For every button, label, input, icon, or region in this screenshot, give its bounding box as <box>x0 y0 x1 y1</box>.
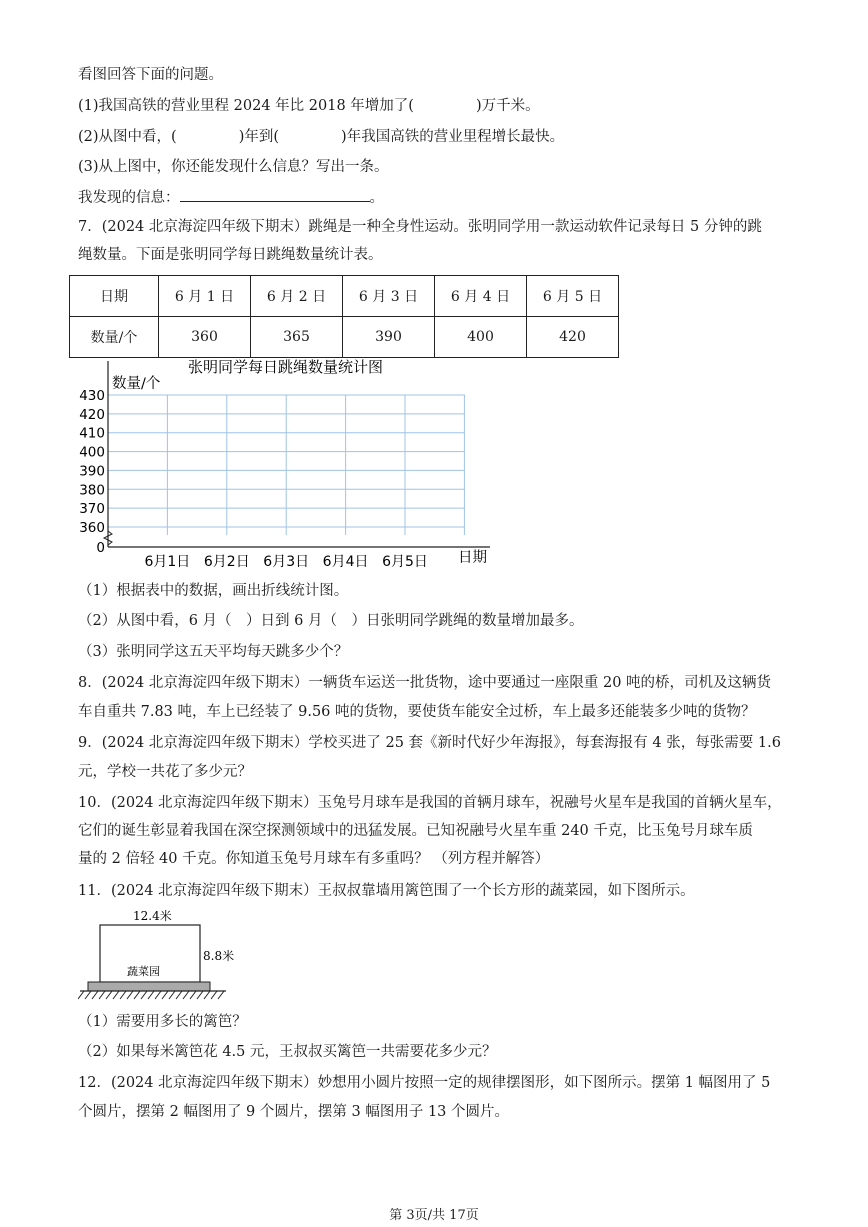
q6-found-info <box>78 187 384 208</box>
table-cell: 6 月 3 日 <box>343 276 435 317</box>
y-tick-label: 390 <box>79 463 105 480</box>
q6-part2 <box>78 127 564 147</box>
hatch-line <box>113 991 119 999</box>
q6-found-end: 。 <box>369 190 384 206</box>
y-tick-label: 0 <box>96 540 105 556</box>
chart-y-label: 数量/个 <box>112 376 161 392</box>
table-cell: 390 <box>343 317 435 358</box>
y-tick-label: 370 <box>79 501 105 518</box>
q11-sub2: （2）如果每米篱笆花 4.5 元，王叔叔买篱笆一共需要花多少元？ <box>78 1044 497 1060</box>
y-tick-label: 380 <box>79 482 105 499</box>
q9-line1: 9．(2024 北京海淀四年级下期末）学校买进了 25 套《新时代好少年海报》，每套海报有 4 张，每张需要 1.6 <box>78 735 781 751</box>
garden-diagram <box>78 905 278 1005</box>
table-cell: 360 <box>159 317 251 358</box>
q6-found-blank <box>180 187 370 202</box>
chart-x-label: 日期 <box>458 550 487 566</box>
table-cell: 6 月 2 日 <box>251 276 343 317</box>
table-row-count <box>70 317 619 358</box>
q6-part1-text-b: )万千米。 <box>475 98 540 114</box>
q9-line2: 元，学校一共花了多少元？ <box>78 764 252 780</box>
hatch-line <box>106 991 112 999</box>
y-tick-label: 430 <box>79 388 105 404</box>
x-tick-label: 6月3日 <box>263 554 310 570</box>
q7-line2: 绳数量。下面是张明同学每日跳绳数量统计表。 <box>78 247 383 263</box>
table-cell: 6 月 4 日 <box>435 276 527 317</box>
wall-bar <box>88 982 210 991</box>
hatch-line <box>211 991 217 999</box>
hatch-line <box>148 991 154 999</box>
hatch-line <box>99 991 105 999</box>
q6-part1 <box>78 96 540 116</box>
hatch-line <box>141 991 147 999</box>
y-tick-label: 400 <box>79 444 105 461</box>
q7-sub2: （2）从图中看，6 月（ ）日到 6 月（ ）日张明同学跳绳的数量增加最多。 <box>78 613 584 629</box>
q6-part2-text-c: )年我国高铁的营业里程增长最快。 <box>341 129 565 145</box>
q7-sub1: （1）根据表中的数据，画出折线统计图。 <box>78 583 349 599</box>
q11-sub1: （1）需要用多长的篱笆？ <box>78 1014 247 1030</box>
x-tick-label: 6月2日 <box>203 554 250 570</box>
hatch-line <box>120 991 126 999</box>
hatch-line <box>92 991 98 999</box>
garden-width-label: 8.8米 <box>203 949 235 963</box>
hatch-line <box>218 991 224 999</box>
table-cell: 400 <box>435 317 527 358</box>
table-cell: 365 <box>251 317 343 358</box>
q12-line2: 个圆片，摆第 2 幅图用了 9 个圆片，摆第 3 幅图用子 13 个圆片。 <box>78 1104 509 1120</box>
table-header-count: 数量/个 <box>70 317 159 358</box>
chart-title: 张明同学每日跳绳数量统计图 <box>188 358 384 376</box>
hatch-line <box>183 991 189 999</box>
table-cell: 420 <box>527 317 619 358</box>
hatch-line <box>204 991 210 999</box>
hatch-line <box>155 991 161 999</box>
vegetable-garden-figure <box>78 905 278 1005</box>
q10-line3: 量的 2 倍轻 40 千克。你知道玉兔号月球车有多重吗？ （列方程并解答） <box>78 851 550 867</box>
hatch-line <box>197 991 203 999</box>
q10-line1: 10．(2024 北京海淀四年级下期末）玉兔号月球车是我国的首辆月球车，祝融号火星车是我国的首辆火星车， <box>78 795 782 811</box>
y-tick-label: 420 <box>79 406 105 423</box>
table-cell: 6 月 1 日 <box>159 276 251 317</box>
x-tick-label: 6月5日 <box>382 554 428 570</box>
q12-line1: 12．(2024 北京海淀四年级下期末）妙想用小圆片按照一定的规律摆图形，如下图所示。摆第 1 幅图用了 5 <box>78 1075 771 1091</box>
y-tick-label: 410 <box>79 425 105 442</box>
q6-part1-text-a: (1)我国高铁的营业里程 2024 年比 2018 年增加了( <box>78 98 414 114</box>
q6-part2-text-b: )年到( <box>238 129 280 145</box>
q8-line1: 8．(2024 北京海淀四年级下期末）一辆货车运送一批货物，途中要通过一座限重 20 吨的桥，司机及这辆货 <box>78 675 772 691</box>
q6-part2-text-a: (2)从图中看，( <box>78 129 177 145</box>
hatch-line <box>127 991 133 999</box>
page-footer: 第 3页/共 17页 <box>389 1208 479 1223</box>
q10-line2: 它们的诞生彰显着我国在深空探测领域中的迅猛发展。已知祝融号火星车重 240 千克，比玉兔号月球车质 <box>78 823 753 839</box>
x-tick-label: 6月1日 <box>144 554 191 570</box>
q7-line1: 7．(2024 北京海淀四年级下期末）跳绳是一种全身性运动。张明同学用一款运动软件记录每日 5 分钟的跳 <box>78 219 762 235</box>
line-chart-svg <box>78 355 518 575</box>
garden-label: 蔬菜园 <box>127 965 160 978</box>
x-tick-label: 6月4日 <box>322 554 369 570</box>
hatch-line <box>190 991 196 999</box>
jump-rope-table <box>69 275 619 358</box>
q11-line1: 11．(2024 北京海淀四年级下期末）王叔叔靠墙用篱笆围了一个长方形的蔬菜园，如下图所示。 <box>78 883 695 899</box>
table-header-date: 日期 <box>70 276 159 317</box>
q6-found-label: 我发现的信息： <box>78 190 180 206</box>
q6-intro: 看图回答下面的问题。 <box>78 67 223 83</box>
table-cell: 6 月 5 日 <box>527 276 619 317</box>
line-chart <box>78 355 518 575</box>
hatch-line <box>176 991 182 999</box>
hatch-line <box>169 991 175 999</box>
q7-sub3: （3）张明同学这五天平均每天跳多少个？ <box>78 644 349 660</box>
table-row-date <box>70 276 619 317</box>
hatch-line <box>85 991 91 999</box>
q8-line2: 车自重共 7.83 吨，车上已经装了 9.56 吨的货物，要使货车能安全过桥，车上最多还能装多少吨的货物？ <box>78 704 756 720</box>
hatch-line <box>78 991 84 999</box>
hatch-line <box>134 991 140 999</box>
y-tick-label: 360 <box>79 520 105 536</box>
ground-hatching <box>78 991 224 999</box>
garden-length-label: 12.4米 <box>133 909 172 923</box>
q6-part3: (3)从上图中，你还能发现什么信息？写出一条。 <box>78 159 389 175</box>
hatch-line <box>162 991 168 999</box>
